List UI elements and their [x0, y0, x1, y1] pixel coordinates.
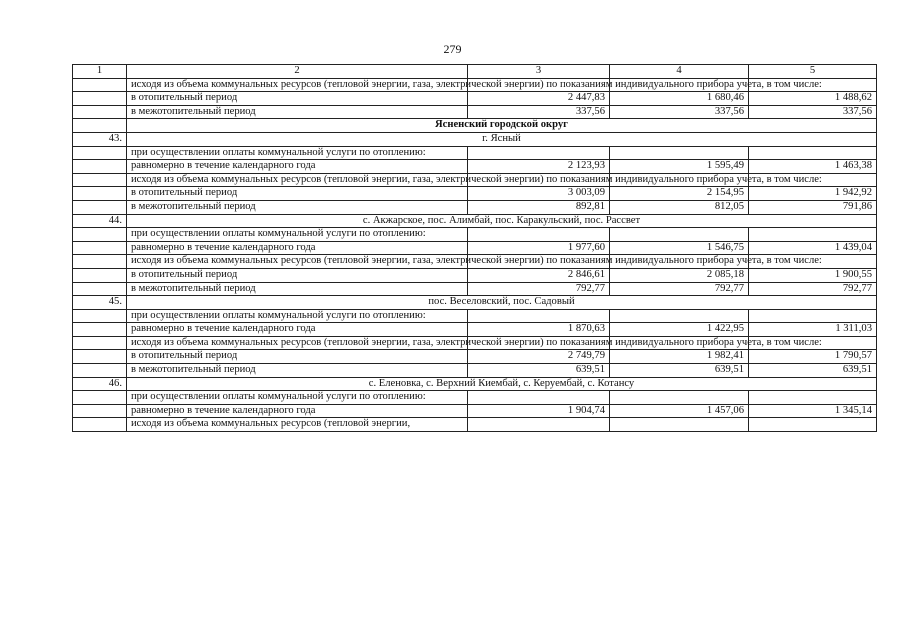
value-col-4: 639,51: [610, 364, 749, 378]
empty-cell: [468, 391, 610, 405]
row-label: исходя из объема коммунальных ресурсов (тепловой энергии, газа, электрической энергии) по показаниям индивидуального прибора учета, в том числе:: [127, 336, 468, 350]
column-number-row: [73, 65, 877, 79]
table-row: [73, 391, 877, 405]
value-col-5: 791,86: [749, 200, 877, 214]
empty-cell: [468, 418, 610, 432]
row-number-cell: [73, 323, 127, 337]
row-label: в межотопительный период: [127, 282, 468, 296]
row-number-cell: [73, 282, 127, 296]
row-number-cell: [73, 364, 127, 378]
empty-cell: [468, 309, 610, 323]
settlement-heading: г. Ясный: [127, 132, 877, 146]
row-label: исходя из объема коммунальных ресурсов (тепловой энергии, газа, электрической энергии) по показаниям индивидуального прибора учета, в том числе:: [127, 173, 468, 187]
row-number-cell: [73, 200, 127, 214]
empty-cell: [610, 146, 749, 160]
table-row: [73, 160, 877, 174]
empty-cell: [610, 228, 749, 242]
row-number-cell: [73, 336, 127, 350]
table-row: [73, 268, 877, 282]
empty-cell: [468, 228, 610, 242]
row-label: равномерно в течение календарного года: [127, 404, 468, 418]
table-row: [73, 309, 877, 323]
value-col-4: 812,05: [610, 200, 749, 214]
table-row: [73, 119, 877, 133]
row-number-cell: [73, 228, 127, 242]
value-col-4: 2 085,18: [610, 268, 749, 282]
value-col-5: 1 345,14: [749, 404, 877, 418]
value-col-4: 1 595,49: [610, 160, 749, 174]
row-number-cell: [73, 350, 127, 364]
table-row: [73, 228, 877, 242]
row-label: исходя из объема коммунальных ресурсов (тепловой энергии, газа, электрической энергии) по показаниям индивидуального прибора учета, в том числе:: [127, 78, 468, 92]
value-col-5: 337,56: [749, 105, 877, 119]
table-body: [73, 78, 877, 431]
value-col-5: 1 942,92: [749, 187, 877, 201]
value-col-5: 1 900,55: [749, 268, 877, 282]
row-label: исходя из объема коммунальных ресурсов (тепловой энергии, газа, электрической энергии) по показаниям индивидуального прибора учета, в том числе:: [127, 255, 468, 269]
column-number-4: 4: [610, 65, 749, 79]
table-row: [73, 336, 877, 350]
row-number-cell: [73, 92, 127, 106]
row-label: равномерно в течение календарного года: [127, 160, 468, 174]
value-col-3: 2 447,83: [468, 92, 610, 106]
value-col-3: 337,56: [468, 105, 610, 119]
value-col-4: 1 982,41: [610, 350, 749, 364]
empty-cell: [610, 309, 749, 323]
page-number: 279: [443, 42, 462, 56]
row-number-cell: [73, 187, 127, 201]
value-col-3: 892,81: [468, 200, 610, 214]
row-number-cell: [73, 105, 127, 119]
row-label: при осуществлении оплаты коммунальной услуги по отоплению:: [127, 228, 468, 242]
row-label: в отопительный период: [127, 92, 468, 106]
empty-cell: [749, 391, 877, 405]
value-col-4: 792,77: [610, 282, 749, 296]
tariff-table: [72, 64, 877, 432]
value-col-5: 1 488,62: [749, 92, 877, 106]
row-number-cell: [73, 268, 127, 282]
table-row: [73, 377, 877, 391]
row-number-cell: [73, 241, 127, 255]
row-label: в отопительный период: [127, 350, 468, 364]
settlement-heading: с. Акжарское, пос. Алимбай, пос. Каракульский, пос. Рассвет: [127, 214, 877, 228]
row-label: в межотопительный период: [127, 364, 468, 378]
table-row: [73, 105, 877, 119]
row-number-cell: 45.: [73, 296, 127, 310]
row-number-cell: [73, 160, 127, 174]
row-number-cell: [73, 146, 127, 160]
row-label: в межотопительный период: [127, 105, 468, 119]
table-row: [73, 200, 877, 214]
table-row: [73, 132, 877, 146]
value-col-5: 1 439,04: [749, 241, 877, 255]
value-col-5: 792,77: [749, 282, 877, 296]
row-number-cell: [73, 418, 127, 432]
value-col-3: 3 003,09: [468, 187, 610, 201]
empty-cell: [749, 228, 877, 242]
value-col-4: 337,56: [610, 105, 749, 119]
row-label: в отопительный период: [127, 187, 468, 201]
row-number-cell: 43.: [73, 132, 127, 146]
row-number-cell: [73, 255, 127, 269]
table-row: [73, 404, 877, 418]
value-col-5: 1 463,38: [749, 160, 877, 174]
table-row: [73, 282, 877, 296]
table-row: [73, 214, 877, 228]
row-label: при осуществлении оплаты коммунальной услуги по отоплению:: [127, 309, 468, 323]
settlement-heading: пос. Веселовский, пос. Садовый: [127, 296, 877, 310]
empty-cell: [749, 146, 877, 160]
value-col-5: 639,51: [749, 364, 877, 378]
table-row: [73, 92, 877, 106]
row-label: исходя из объема коммунальных ресурсов (тепловой энергии,: [127, 418, 468, 432]
row-number-cell: [73, 173, 127, 187]
empty-cell: [610, 418, 749, 432]
empty-cell: [749, 309, 877, 323]
row-number-cell: [73, 391, 127, 405]
value-col-4: 2 154,95: [610, 187, 749, 201]
empty-cell: [749, 418, 877, 432]
table-row: [73, 146, 877, 160]
row-label: в отопительный период: [127, 268, 468, 282]
table-row: [73, 323, 877, 337]
row-number-cell: [73, 78, 127, 92]
table-row: [73, 187, 877, 201]
column-number-5: 5: [749, 65, 877, 79]
table-row: [73, 241, 877, 255]
row-number-cell: [73, 309, 127, 323]
row-number-cell: 46.: [73, 377, 127, 391]
table-row: [73, 364, 877, 378]
settlement-heading: с. Еленовка, с. Верхний Киембай, с. Керуембай, с. Котансу: [127, 377, 877, 391]
value-col-4: 1 680,46: [610, 92, 749, 106]
row-number-cell: [73, 119, 127, 133]
value-col-3: 1 977,60: [468, 241, 610, 255]
table-row: [73, 418, 877, 432]
row-label: равномерно в течение календарного года: [127, 241, 468, 255]
table-row: [73, 78, 877, 92]
row-label: при осуществлении оплаты коммунальной услуги по отоплению:: [127, 391, 468, 405]
table-row: [73, 255, 877, 269]
row-label: равномерно в течение календарного года: [127, 323, 468, 337]
value-col-3: 2 123,93: [468, 160, 610, 174]
table-row: [73, 296, 877, 310]
value-col-5: 1 790,57: [749, 350, 877, 364]
value-col-3: 1 904,74: [468, 404, 610, 418]
value-col-3: 639,51: [468, 364, 610, 378]
row-number-cell: [73, 404, 127, 418]
value-col-3: 2 846,61: [468, 268, 610, 282]
region-heading: Ясненский городской округ: [127, 119, 877, 133]
row-number-cell: 44.: [73, 214, 127, 228]
value-col-3: 2 749,79: [468, 350, 610, 364]
empty-cell: [610, 391, 749, 405]
value-col-4: 1 422,95: [610, 323, 749, 337]
value-col-3: 1 870,63: [468, 323, 610, 337]
table-row: [73, 173, 877, 187]
row-label: в межотопительный период: [127, 200, 468, 214]
value-col-4: 1 457,06: [610, 404, 749, 418]
column-number-3: 3: [468, 65, 610, 79]
value-col-5: 1 311,03: [749, 323, 877, 337]
column-number-2: 2: [127, 65, 468, 79]
row-label: при осуществлении оплаты коммунальной услуги по отоплению:: [127, 146, 468, 160]
empty-cell: [468, 146, 610, 160]
value-col-3: 792,77: [468, 282, 610, 296]
table-row: [73, 350, 877, 364]
column-number-1: 1: [73, 65, 127, 79]
value-col-4: 1 546,75: [610, 241, 749, 255]
